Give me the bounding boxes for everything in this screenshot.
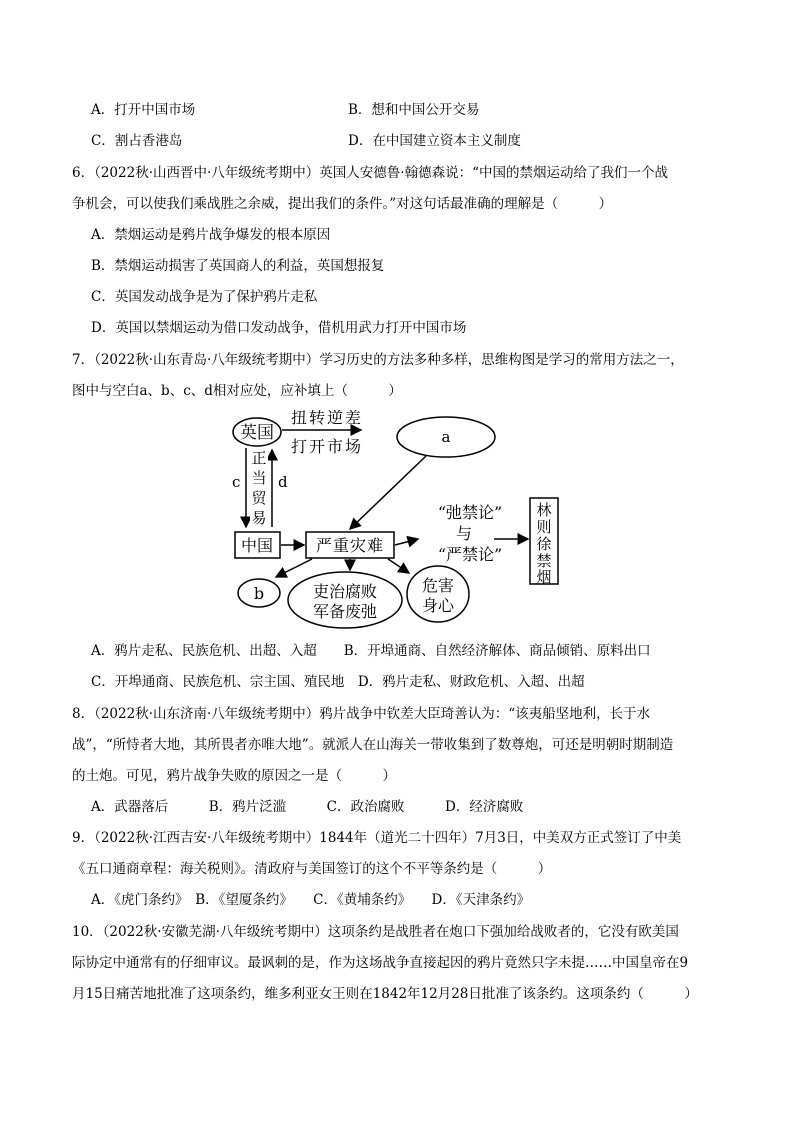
q10-stem-line1: 10．（2022秋·安徽芜湖·八年级统考期中）这项条约是战胜者在炮口下强加给战败者的，它没有欧美国 (72, 924, 679, 940)
q6-option-d: D．英国以禁烟运动为借口发动战争，借机用武力打开中国市场 (91, 320, 467, 336)
q5-option-b: B．想和中国公开交易 (348, 102, 480, 118)
q6-option-c: C．英国发动战争是为了保护鸦片走私 (91, 289, 318, 305)
q10-stem-line2: 际协定中通常有的仔细审议。最讽刺的是，作为这场战争直接起因的鸦片竟然只字未提……中国皇帝在9 (72, 955, 689, 971)
q5-option-c: C．割占香港岛 (91, 133, 183, 149)
q7-stem-line1: 7．（2022秋·山东青岛·八年级统考期中）学习历史的方法多种多样，思维构图是学习的常用方法之一， (72, 352, 684, 368)
corruption-line1: 吏治腐败 (312, 582, 378, 601)
harm-line2: 身心 (421, 596, 455, 615)
legit-trade-4: 易 (251, 509, 267, 527)
q7-options-cd: C．开埠通商、民族危机、宗主国、殖民地 D．鸦片走私、财政危机、入超、出超 (91, 674, 585, 690)
arrow-label-reverse-deficit: 扭转逆差 (291, 410, 364, 427)
britain-label: 英国 (240, 423, 274, 443)
q6-stem-line1: 6．（2022秋·山西晋中·八年级统考期中）英国人安德鲁·翰德森说：“中国的禁烟运动给了我们一个战 (72, 165, 668, 181)
q7-options-ab: A．鸦片走私、民族危机、出超、入超 B．开埠通商、自然经济解体、商品倾销、原料出口 (91, 643, 651, 659)
arrow-disaster-to-debate (395, 539, 418, 545)
label-b: b (253, 584, 265, 603)
lin-char-5: 烟 (536, 568, 552, 586)
q6-stem-line2: 争机会，可以使我们乘战胜之余威，提出我们的条件。”对这句话最准确的理解是（ ） (72, 196, 613, 212)
lin-char-4: 禁 (536, 552, 552, 570)
legit-trade-3: 贸 (251, 489, 267, 507)
arrow-disaster-to-harm (388, 559, 409, 573)
harm-line1: 危害 (421, 576, 455, 595)
legit-trade-1: 正 (251, 449, 267, 467)
lin-char-3: 徐 (536, 535, 552, 553)
q9-stem-line2: 《五口通商章程：海关税则》。清政府与美国签订的这个不平等条约是（ ） (72, 861, 552, 877)
legit-trade-2: 当 (251, 469, 267, 487)
q8-stem-line3: 的土炮。可见，鸦片战争失败的原因之一是（ ） (72, 768, 396, 784)
debate-and: 与 (455, 524, 473, 543)
q5-option-d: D．在中国建立资本主义制度 (348, 133, 521, 149)
q9-stem-line1: 9．（2022秋·江西吉安·八年级统考期中）1844年（道光二十四年）7月3日，中美双方正式签订了中美 (72, 830, 682, 846)
q9-options: A．《虎门条约》 B．《望厦条约》 C．《黄埔条约》 D．《天津条约》 (91, 892, 531, 908)
debate-relax: “弛禁论” (437, 503, 503, 522)
q8-stem-line2: 战”，“所恃者大地，其所畏者亦唯大地”。就派人在山海关一带收集到了数尊炮，可还是明朝时期制造 (72, 737, 674, 753)
china-label: 中国 (240, 536, 274, 555)
arrow-label-open-market: 打开市场 (291, 437, 364, 456)
lin-char-1: 林 (536, 501, 552, 519)
q8-options: A．武器落后 B．鸦片泛滥 C．政治腐败 D．经济腐败 (91, 799, 524, 815)
corruption-line2: 军备废弛 (312, 602, 378, 621)
q10-stem-line3: 月15日痛苦地批准了这项条约，维多利亚女王则在1842年12月28日批准了该条约。这项条约（ ） (72, 986, 698, 1002)
disaster-label: 严重灾难 (315, 536, 385, 555)
label-c: c (232, 473, 241, 491)
q6-option-a: A．禁烟运动是鸦片战争爆发的根本原因 (91, 227, 331, 243)
debate-strict: “严禁论” (437, 545, 503, 564)
q8-stem-line1: 8．（2022秋·山东济南·八年级统考期中）鸦片战争中钦差大臣琦善认为：“该夷船坚地利，长于水 (72, 706, 651, 722)
q6-option-b: B．禁烟运动损害了英国商人的利益，英国想报复 (91, 258, 385, 274)
lin-char-2: 则 (536, 518, 552, 536)
arrow-a-to-disaster (350, 456, 426, 529)
q7-mind-map (226, 410, 566, 630)
label-d: d (278, 473, 288, 491)
q5-option-a: A．打开中国市场 (91, 102, 196, 118)
arrow-disaster-to-b (276, 559, 312, 577)
q7-stem-line2: 图中与空白a、b、c、d相对应处，应补填上（ ） (72, 383, 402, 399)
label-a: a (441, 428, 451, 446)
